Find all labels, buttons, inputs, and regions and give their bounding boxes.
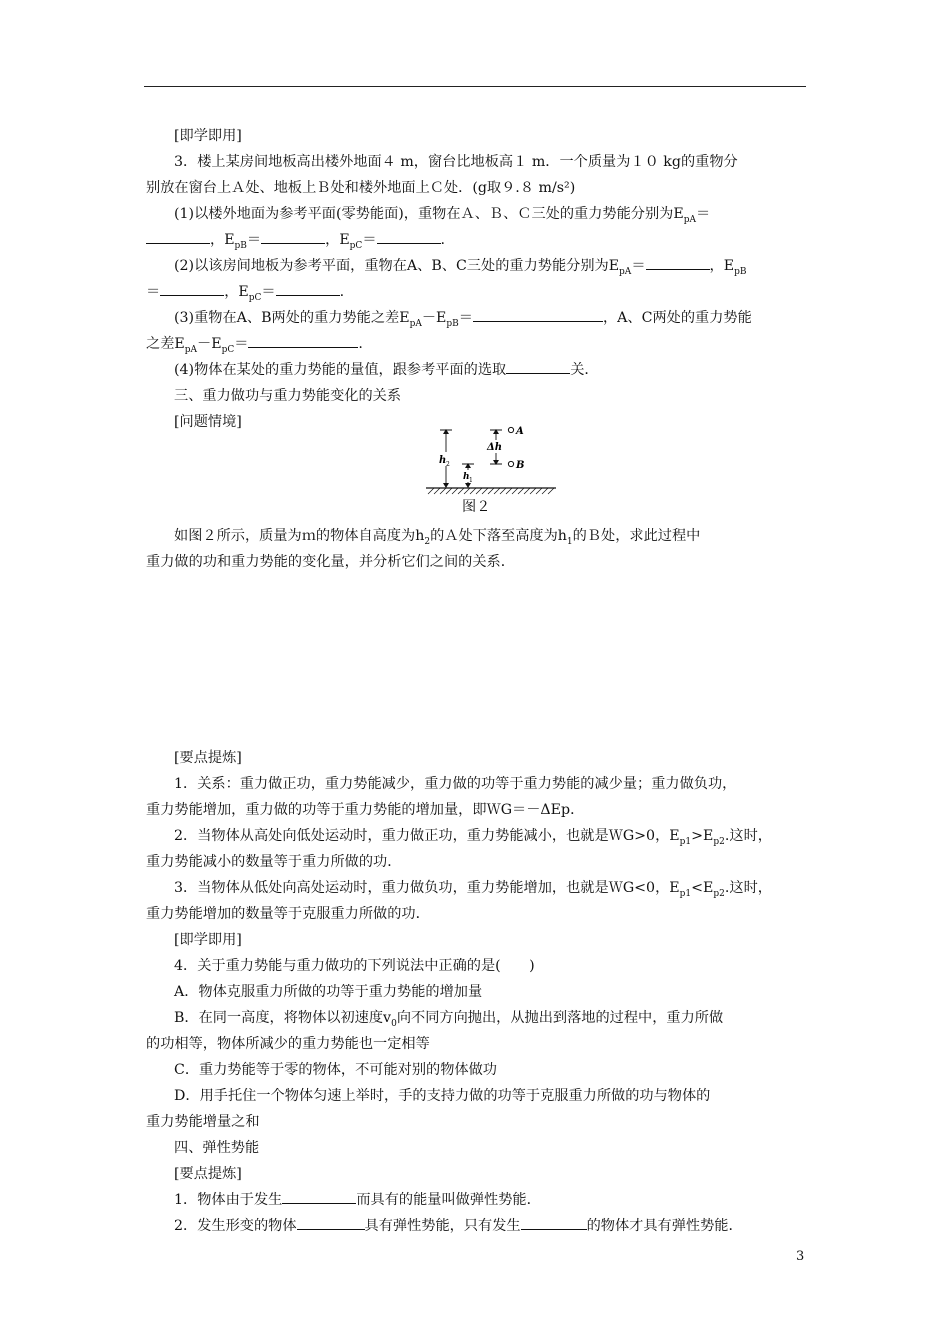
answer-blank[interactable] [282, 1191, 356, 1204]
section4-heading: [要点提炼] [174, 1166, 242, 1182]
q3-part3-line1: (3)重物在A、B两处的重力势能之差$E_{pA}-E_{pB}=$ ，A、C两处的重力势能 [174, 310, 752, 329]
q4-option-b-line1: B．在同一高度，将物体以初速度$v_0$向不同方向抛出，从抛出到落地的过程中，重力所做 [174, 1010, 724, 1029]
key-points-heading: [要点提炼] [174, 750, 242, 766]
answer-blank[interactable] [473, 309, 603, 322]
section3-title: 三、重力做功与重力势能变化的关系 [174, 388, 402, 404]
point-b [508, 461, 513, 466]
h2-label: h [439, 455, 447, 466]
q4-heading: [即学即用] [174, 932, 242, 948]
q4-option-d-line2: 重力势能增量之和 [146, 1114, 260, 1130]
answer-blank[interactable] [377, 231, 441, 244]
section3-situation: [问题情境] [174, 414, 242, 430]
key-point-1-line1: 1．关系：重力做正功，重力势能减少，重力做的功等于重力势能的减少量；重力做负功， [174, 776, 737, 792]
section3-desc-line1: 如图２所示，质量为ｍ的物体自高度为$h_2$的Ａ处下落至高度为$h_1$的Ｂ处，求此过程中 [174, 528, 701, 547]
q3-part2-line2: ＝ ，$E_{pC}=$ . [146, 284, 345, 303]
svg-text:2: 2 [446, 461, 450, 468]
q3-part1-line2: ，$E_{pB}=$ ，$E_{pC}=$ . [146, 230, 445, 250]
answer-blank[interactable] [646, 257, 710, 270]
q4-option-a: A．物体克服重力所做的功等于重力势能的增加量 [174, 984, 483, 1000]
q3-heading: [即学即用] [174, 128, 242, 144]
point-a-label: A [516, 426, 524, 437]
q3-stem-line1: 3．楼上某房间地板高出楼外地面４ m，窗台比地板高１ m．一个质量为１０ kg的重物分 [174, 154, 738, 170]
header-rule [144, 86, 806, 87]
answer-blank[interactable] [521, 1217, 587, 1230]
q3-part2-line1: (2)以该房间地板为参考平面，重物在A、B、C三处的重力势能分别为$E_{pA}=$ ，$E_{pB}$ [174, 258, 747, 277]
point-a [508, 427, 513, 432]
figure-caption: 图２ [462, 499, 491, 515]
answer-blank[interactable] [160, 283, 224, 296]
svg-text:1: 1 [469, 477, 473, 484]
delta-h-label: Δh [487, 442, 503, 453]
answer-blank[interactable] [248, 335, 358, 348]
page-number: 3 [796, 1249, 805, 1264]
answer-blank[interactable] [276, 283, 340, 296]
q4-option-b-line2: 的功相等，物体所减少的重力势能也一定相等 [146, 1036, 430, 1052]
answer-blank[interactable] [506, 361, 570, 374]
h1-label: h [463, 472, 470, 482]
answer-blank[interactable] [261, 231, 325, 244]
q3-part1-line1: (1)以楼外地面为参考平面(零势能面)，重物在Ａ、Ｂ、Ｃ三处的重力势能分别为$E_{pA}=$ [174, 206, 711, 225]
key-point-1-line2: 重力势能增加，重力做的功等于重力势能的增加量，即ＷG＝－ΔEp． [146, 802, 585, 818]
q3-stem-line2: 别放在窗台上Ａ处、地板上Ｂ处和楼外地面上Ｃ处．(g取９.８ m/s²) [146, 180, 576, 196]
section4-point-1: 1．物体由于发生 而具有的能量叫做弹性势能． [174, 1192, 541, 1208]
section4-title: 四、弹性势能 [174, 1140, 260, 1156]
q3-part3-line2: 之差$E_{pA}-E_{pC}=$ . [146, 336, 363, 355]
key-point-3-line1: 3．当物体从低处向高处运动时，重力做负功，重力势能增加，也就是ＷG<0，$E_{p1}<E_{p2}$.这时， [174, 880, 772, 899]
q4-stem: 4．关于重力势能与重力做功的下列说法中正确的是( ) [174, 958, 535, 974]
q4-option-c: C．重力势能等于零的物体，不可能对别的物体做功 [174, 1062, 497, 1078]
q4-option-d-line1: D．用手托住一个物体匀速上举时，手的支持力做的功等于克服重力所做的功与物体的 [174, 1088, 711, 1104]
key-point-2-line2: 重力势能减小的数量等于重力所做的功． [146, 854, 402, 870]
ground-hatching [428, 488, 554, 494]
key-point-3-line2: 重力势能增加的数量等于克服重力所做的功． [146, 906, 430, 922]
section4-point-2: 2．发生形变的物体 具有弹性势能，只有发生 的物体才具有弹性势能． [174, 1218, 743, 1234]
falling-object-figure [420, 420, 560, 495]
answer-blank[interactable] [297, 1217, 365, 1230]
key-point-2-line1: 2．当物体从高处向低处运动时，重力做正功，重力势能减小，也就是ＷG>0，$E_{p1}>E_{p2}$.这时， [174, 828, 772, 847]
section3-desc-line2: 重力做的功和重力势能的变化量，并分析它们之间的关系． [146, 554, 515, 570]
point-b-label: B [516, 460, 525, 471]
answer-blank[interactable] [146, 231, 210, 244]
q3-part4: (4)物体在某处的重力势能的量值，跟参考平面的选取 关． [174, 362, 599, 378]
